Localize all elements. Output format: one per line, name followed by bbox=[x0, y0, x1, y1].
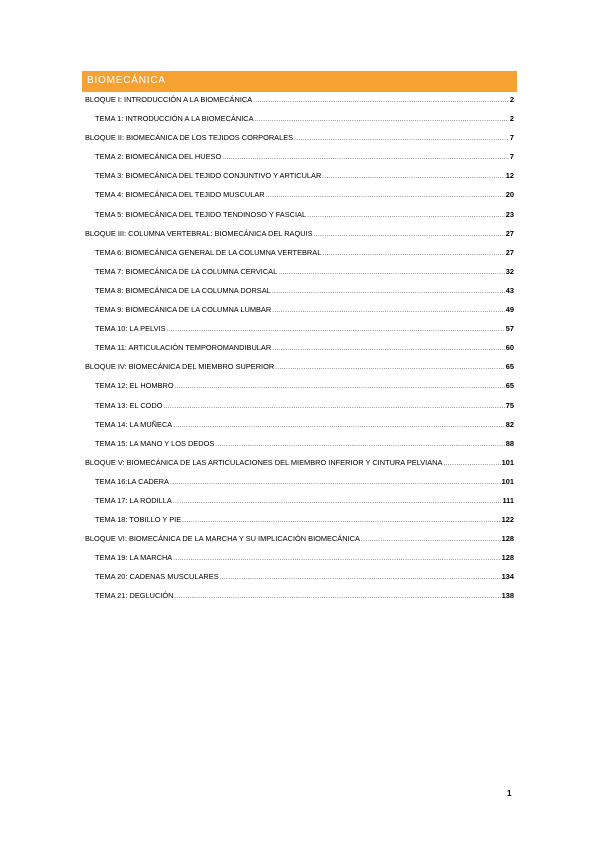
toc-entry-page: 43 bbox=[505, 285, 514, 295]
toc-entry-label: BLOQUE VI: BIOMECÁNICA DE LA MARCHA Y SU IMPLICACIÓN BIOMECÁNICA bbox=[85, 534, 360, 544]
toc-entry-topic[interactable] bbox=[85, 190, 514, 209]
dot-leader bbox=[443, 461, 500, 467]
toc-entry-label: TEMA 6: BIOMECÁNICA GENERAL DE LA COLUMNA VERTEBRAL bbox=[95, 247, 322, 257]
toc-entry-topic[interactable] bbox=[85, 210, 514, 229]
toc-entry-label: BLOQUE I: INTRODUCCIÓN A LA BIOMECÁNICA bbox=[85, 95, 253, 104]
toc-entry-label: TEMA 10: LA PELVIS bbox=[95, 324, 166, 334]
dot-leader bbox=[170, 480, 501, 486]
dot-leader bbox=[164, 404, 505, 410]
toc-entry-topic[interactable] bbox=[85, 248, 514, 267]
toc-entry-label: TEMA 2: BIOMECÁNICA DEL HUESO bbox=[95, 152, 222, 162]
dot-leader bbox=[307, 213, 505, 219]
toc-entry-page: 128 bbox=[501, 553, 514, 563]
toc-entry-page: 2 bbox=[509, 95, 514, 104]
toc-entry-page: 101 bbox=[501, 476, 514, 486]
toc-entry-page: 49 bbox=[505, 305, 514, 315]
toc-entry-label: TEMA 1: INTRODUCCIÓN A LA BIOMECÁNICA bbox=[95, 114, 254, 124]
toc-entry-topic[interactable] bbox=[85, 152, 514, 171]
dot-leader bbox=[255, 117, 509, 123]
toc-entry-page: 134 bbox=[501, 572, 514, 582]
toc-entry-page: 122 bbox=[501, 515, 514, 525]
toc-entry-block[interactable] bbox=[85, 362, 514, 381]
toc-entry-topic[interactable] bbox=[85, 553, 514, 572]
toc-entry-label: TEMA 17: LA RODILLA bbox=[95, 495, 172, 505]
toc-entry-topic[interactable] bbox=[85, 171, 514, 190]
toc-entry-block[interactable] bbox=[85, 133, 514, 152]
toc-entry-label: TEMA 12: EL HOMBRO bbox=[95, 381, 174, 391]
toc-entry-topic[interactable] bbox=[85, 267, 514, 286]
dot-leader bbox=[278, 270, 505, 276]
toc-entry-block[interactable] bbox=[85, 534, 514, 553]
toc-entry-block[interactable] bbox=[85, 95, 514, 114]
toc-entry-page: 7 bbox=[509, 133, 514, 143]
toc-entry-topic[interactable] bbox=[85, 420, 514, 439]
toc-entry-page: 23 bbox=[505, 209, 514, 219]
toc-entry-label: TEMA 14: LA MUÑECA bbox=[95, 419, 173, 429]
dot-leader bbox=[222, 155, 509, 161]
dot-leader bbox=[174, 594, 500, 600]
toc-entry-label: BLOQUE IV: BIOMECÁNICA DEL MIEMBRO SUPERIOR bbox=[85, 362, 275, 372]
toc-entry-page: 101 bbox=[501, 457, 514, 467]
toc-entry-page: 32 bbox=[505, 266, 514, 276]
dot-leader bbox=[253, 98, 509, 104]
toc-entry-topic[interactable] bbox=[85, 324, 514, 343]
toc-entry-topic[interactable] bbox=[85, 515, 514, 534]
toc-entry-label: TEMA 3: BIOMECÁNICA DEL TEJIDO CONJUNTIVO Y ARTICULAR bbox=[95, 171, 322, 181]
toc-entry-page: 7 bbox=[509, 152, 514, 162]
toc-entry-label: TEMA 5: BIOMECÁNICA DEL TEJIDO TENDINOSO Y FASCIAL bbox=[95, 209, 307, 219]
dot-leader bbox=[294, 136, 509, 142]
dot-leader bbox=[173, 556, 500, 562]
toc-entry-label: TEMA 20: CADENAS MUSCULARES bbox=[95, 572, 219, 582]
dot-leader bbox=[266, 193, 505, 199]
dot-leader bbox=[275, 365, 505, 371]
dot-leader bbox=[272, 346, 505, 352]
dot-leader bbox=[322, 251, 504, 257]
toc-entry-page: 82 bbox=[505, 419, 514, 429]
dot-leader bbox=[314, 232, 505, 238]
toc-entry-label: BLOQUE II: BIOMECÁNICA DE LOS TEJIDOS CORPORALES bbox=[85, 133, 294, 143]
toc-entry-page: 57 bbox=[505, 324, 514, 334]
toc-entry-page: 88 bbox=[505, 438, 514, 448]
toc-entry-label: TEMA 19: LA MARCHA bbox=[95, 553, 173, 563]
toc-entry-topic[interactable] bbox=[85, 591, 514, 610]
dot-leader bbox=[167, 327, 505, 333]
dot-leader bbox=[322, 174, 504, 180]
toc-entry-topic[interactable] bbox=[85, 439, 514, 458]
dot-leader bbox=[272, 289, 505, 295]
section-header-bar bbox=[82, 71, 517, 92]
toc-entry-label: TEMA 13: EL CODO bbox=[95, 400, 163, 410]
toc-entry-block[interactable] bbox=[85, 229, 514, 248]
dot-leader bbox=[173, 423, 505, 429]
toc-entry-topic[interactable] bbox=[85, 286, 514, 305]
toc-entry-page: 12 bbox=[505, 171, 514, 181]
toc-entry-label: TEMA 16:LA CADERA bbox=[95, 476, 169, 486]
toc-entry-page: 2 bbox=[509, 114, 514, 124]
page-number: 1 bbox=[507, 789, 512, 798]
dot-leader bbox=[175, 384, 505, 390]
dot-leader bbox=[215, 442, 505, 448]
dot-leader bbox=[361, 537, 501, 543]
toc-entry-page: 27 bbox=[505, 228, 514, 238]
toc-entry-topic[interactable] bbox=[85, 477, 514, 496]
toc-entry-page: 60 bbox=[505, 343, 514, 353]
toc-entry-page: 65 bbox=[505, 362, 514, 372]
toc-entry-topic[interactable] bbox=[85, 381, 514, 400]
toc-entry-label: TEMA 21: DEGLUCIÓN bbox=[95, 591, 174, 601]
toc-entry-topic[interactable] bbox=[85, 401, 514, 420]
toc-entry-page: 111 bbox=[502, 495, 514, 505]
section-title: BIOMECÁNICA bbox=[87, 75, 166, 86]
toc-entry-label: TEMA 9: BIOMECÁNICA DE LA COLUMNA LUMBAR bbox=[95, 305, 272, 315]
toc-entry-label: TEMA 15: LA MANO Y LOS DEDOS bbox=[95, 438, 215, 448]
toc-entry-label: BLOQUE V: BIOMECÁNICA DE LAS ARTICULACIONES DEL MIEMBRO INFERIOR Y CINTURA PELVIANA bbox=[85, 457, 443, 467]
toc-entry-label: BLOQUE III: COLUMNA VERTEBRAL: BIOMECÁNICA DEL RAQUIS bbox=[85, 228, 313, 238]
toc-entry-label: TEMA 4: BIOMECÁNICA DEL TEJIDO MUSCULAR bbox=[95, 190, 265, 200]
toc-entry-label: TEMA 11: ARTICULACIÓN TEMPOROMANDIBULAR bbox=[95, 343, 272, 353]
toc-entry-page: 128 bbox=[501, 534, 514, 544]
toc-entry-topic[interactable] bbox=[85, 343, 514, 362]
toc-entry-page: 20 bbox=[505, 190, 514, 200]
toc-entry-label: TEMA 7: BIOMECÁNICA DE LA COLUMNA CERVICAL bbox=[95, 266, 278, 276]
dot-leader bbox=[220, 575, 501, 581]
toc-entry-label: TEMA 8: BIOMECÁNICA DE LA COLUMNA DORSAL bbox=[95, 285, 271, 295]
dot-leader bbox=[173, 499, 502, 505]
toc-entry-page: 138 bbox=[501, 591, 514, 601]
dot-leader bbox=[182, 518, 501, 524]
table-of-contents bbox=[85, 95, 514, 611]
dot-leader bbox=[272, 308, 505, 314]
toc-entry-label: TEMA 18: TOBILLO Y PIE bbox=[95, 515, 182, 525]
toc-entry-topic[interactable] bbox=[85, 114, 514, 133]
toc-entry-block[interactable] bbox=[85, 458, 514, 477]
toc-entry-page: 27 bbox=[505, 247, 514, 257]
toc-entry-page: 75 bbox=[505, 400, 514, 410]
toc-entry-topic[interactable] bbox=[85, 572, 514, 591]
toc-entry-topic[interactable] bbox=[85, 305, 514, 324]
toc-entry-topic[interactable] bbox=[85, 496, 514, 515]
toc-entry-page: 65 bbox=[505, 381, 514, 391]
